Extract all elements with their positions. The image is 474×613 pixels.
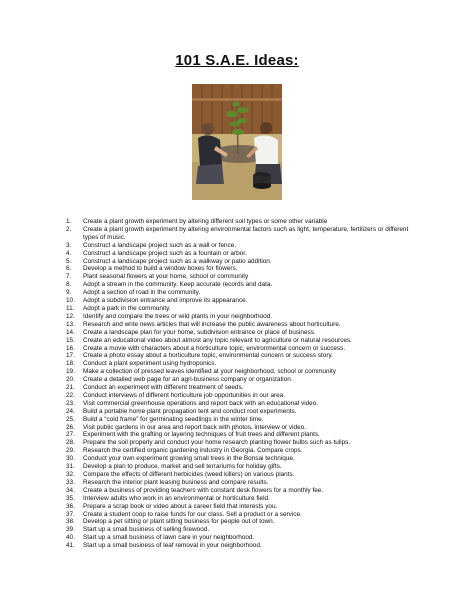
list-item-number: 26. <box>66 423 75 431</box>
list-item <box>66 511 418 519</box>
list-item <box>66 416 418 424</box>
list-item-text: Adopt a section of road in the community. <box>83 289 201 297</box>
list-item-number: 28. <box>66 439 75 447</box>
list-item-number: 16. <box>66 344 75 352</box>
list-item <box>66 218 418 226</box>
list-item <box>66 368 418 376</box>
list-item-text: Plant seasonal flowers at your home, school or community <box>83 273 249 281</box>
list-item-text: Create a landscape plan for your home, subdivision entrance or place of business. <box>83 328 316 336</box>
list-item-text: Start up a small business of selling firewood. <box>83 526 210 534</box>
list-item-number: 40. <box>66 534 75 542</box>
list-item-text: Research and write news articles that will increase the public awareness about horticulture. <box>83 320 341 328</box>
list-item-number: 4. <box>66 249 72 257</box>
list-item-number: 7. <box>66 273 72 281</box>
list-item-text: Research the interior plant leasing business and compare results. <box>83 478 269 486</box>
list-item-text: Visit public gardens in our area and report back with photos, interview or video. <box>83 423 306 431</box>
list-item-text: Prepare a scrap book or video about a career field that interests you. <box>83 502 278 510</box>
list-item-text: Construct a landscape project such as a walkway or patio addition. <box>83 257 272 265</box>
list-item-number: 22. <box>66 391 75 399</box>
list-item <box>66 479 418 487</box>
list-item <box>66 392 418 400</box>
list-item-text: Experiment with the grafting or layering techniques of fruit trees and different plants. <box>83 431 320 439</box>
list-item <box>66 360 418 368</box>
list-item <box>66 455 418 463</box>
list-item-number: 41. <box>66 542 75 550</box>
list-item-number: 19. <box>66 368 75 376</box>
list-item <box>66 439 418 447</box>
list-item-number: 10. <box>66 297 75 305</box>
list-item-text: Create an educational video about almost any topic relevant to agriculture or natural resources. <box>83 336 352 344</box>
list-item-text: Create a photo essay about a horticulture topic, environmental concern or success story. <box>83 352 333 360</box>
list-item-number: 8. <box>66 281 72 289</box>
list-item <box>66 463 418 471</box>
ideas-list <box>66 218 418 550</box>
list-item-number: 27. <box>66 431 75 439</box>
list-item <box>66 471 418 479</box>
list-item <box>66 431 418 439</box>
list-item-text: Create a business of providing teachers with constant desk flowers for a monthly fee. <box>83 486 324 494</box>
list-item-number: 35. <box>66 494 75 502</box>
list-item <box>66 313 418 321</box>
page-title: 101 S.A.E. Ideas: <box>175 52 299 69</box>
list-item-number: 29. <box>66 447 75 455</box>
list-item-text: Create a detailed web page for an agri-business company or organization. <box>83 376 293 384</box>
list-item <box>66 487 418 495</box>
list-item <box>66 447 418 455</box>
list-item-text: Construct a landscape project such as a fountain or arbor. <box>83 249 247 257</box>
list-item <box>66 273 418 281</box>
list-item-number: 32. <box>66 471 75 478</box>
list-item-text: Visit commercial greenhouse operations and report back with an educational video. <box>83 399 319 407</box>
list-item <box>66 242 418 250</box>
list-item <box>66 226 418 242</box>
list-item-text: Conduct your own experiment growing small trees in the Bonsai technique. <box>83 455 295 463</box>
list-item-number: 34. <box>66 486 75 494</box>
list-item <box>66 518 418 526</box>
list-item-number: 12. <box>66 312 75 320</box>
list-item-number: 30. <box>66 455 75 463</box>
list-item <box>66 345 418 353</box>
list-item-number: 36. <box>66 502 75 510</box>
list-item-number: 23. <box>66 399 75 407</box>
list-item-text: Research the certified organic gardening industry in Georgia. Compare crops. <box>83 447 303 455</box>
list-item-number: 17. <box>66 352 75 360</box>
list-item-number: 31. <box>66 463 75 471</box>
list-item-text: Adopt a park in the community. <box>83 304 171 312</box>
list-item <box>66 384 418 392</box>
list-item-number: 5. <box>66 257 72 265</box>
list-item-number: 15. <box>66 336 75 344</box>
list-item-text: Adopt a stream in the community. Keep accurate records and data. <box>83 281 273 289</box>
list-item <box>66 258 418 266</box>
list-item-number: 1. <box>66 218 72 225</box>
list-item <box>66 305 418 313</box>
list-item-text: Start up a small business of leaf removal in your neighborhood. <box>83 542 262 550</box>
list-item <box>66 337 418 345</box>
list-item <box>66 495 418 503</box>
list-item-text: Create a plant growth experiment by altering environmental factors such as light, temperature, fertilizers or different types of music. <box>83 225 409 241</box>
list-item-text: Build a “cold frame” for germinating seedlings in the winter time. <box>83 415 264 423</box>
list-item-number: 20. <box>66 376 75 384</box>
list-item-number: 37. <box>66 510 75 518</box>
list-item-text: Compare the effects of different herbicides (weed killers) on various plants. <box>83 471 295 478</box>
list-item-text: Create a student coop to raise funds for our class. Sell a product or a service. <box>83 510 302 518</box>
list-item <box>66 250 418 258</box>
list-item-number: 39. <box>66 526 75 534</box>
list-item <box>66 376 418 384</box>
list-item <box>66 352 418 360</box>
list-item-number: 6. <box>66 265 72 273</box>
list-item-text: Identify and compare the trees or wild plants in your neighborhood. <box>83 312 272 320</box>
list-item-text: Start up a small business of lawn care in your neighborhood. <box>83 534 255 542</box>
list-item <box>66 542 418 550</box>
list-item-number: 38. <box>66 518 75 526</box>
list-item <box>66 321 418 329</box>
list-item <box>66 503 418 511</box>
list-item <box>66 534 418 542</box>
list-item-text: Create a movie with characters about a horticulture topic, environmental concern or success. <box>83 344 346 352</box>
list-item-text: Conduct a plant experiment using hydroponics. <box>83 360 217 368</box>
list-item-text: Construct a landscape project such as a wall or fence. <box>83 241 237 249</box>
list-item-text: Develop a plan to produce, market and sell terrariums for holiday gifts. <box>83 463 282 471</box>
list-item-number: 25. <box>66 415 75 423</box>
list-item-number: 33. <box>66 478 75 486</box>
list-item-text: Interview adults who work in an environmental or horticulture field. <box>83 494 270 502</box>
list-item-text: Develop a method to build a window boxes for flowers. <box>83 265 238 273</box>
list-item-text: Build a portable home plant propagation tent and conduct root experiments. <box>83 407 297 415</box>
list-item-text: Develop a pet sitting or plant sitting business for people out of town. <box>83 518 275 526</box>
list-item <box>66 297 418 305</box>
list-item-number: 24. <box>66 407 75 415</box>
list-item <box>66 526 418 534</box>
list-item-number: 14. <box>66 328 75 336</box>
list-item-text: Create a plant growth experiment by altering different soil types or some other variable <box>83 218 328 225</box>
list-item-number: 3. <box>66 241 72 249</box>
list-item-number: 9. <box>66 289 72 297</box>
list-item <box>66 400 418 408</box>
list-item-number: 21. <box>66 384 75 392</box>
list-item <box>66 281 418 289</box>
list-item <box>66 408 418 416</box>
list-item <box>66 424 418 432</box>
list-item <box>66 329 418 337</box>
list-item-text: Conduct an experiment with different treatment of seeds. <box>83 384 244 392</box>
list-item <box>66 265 418 273</box>
list-item-number: 18. <box>66 360 75 368</box>
list-item-text: Conduct interviews of different horticulture job opportunities in our area. <box>83 391 286 399</box>
list-item <box>66 289 418 297</box>
list-item-text: Prepare the soil properly and conduct your home research planting flower bulbs such as tulips. <box>83 439 351 447</box>
list-item-number: 11. <box>66 304 75 312</box>
list-item-number: 2. <box>66 225 72 233</box>
list-item-text: Adopt a subdivision entrance and improve its appearance. <box>83 297 248 305</box>
gardening-photo <box>192 84 282 200</box>
list-item-text: Make a collection of pressed leaves identified at your neighborhood, school or community <box>83 368 336 376</box>
gardening-photo-image <box>192 84 282 200</box>
list-item-number: 13. <box>66 320 75 328</box>
